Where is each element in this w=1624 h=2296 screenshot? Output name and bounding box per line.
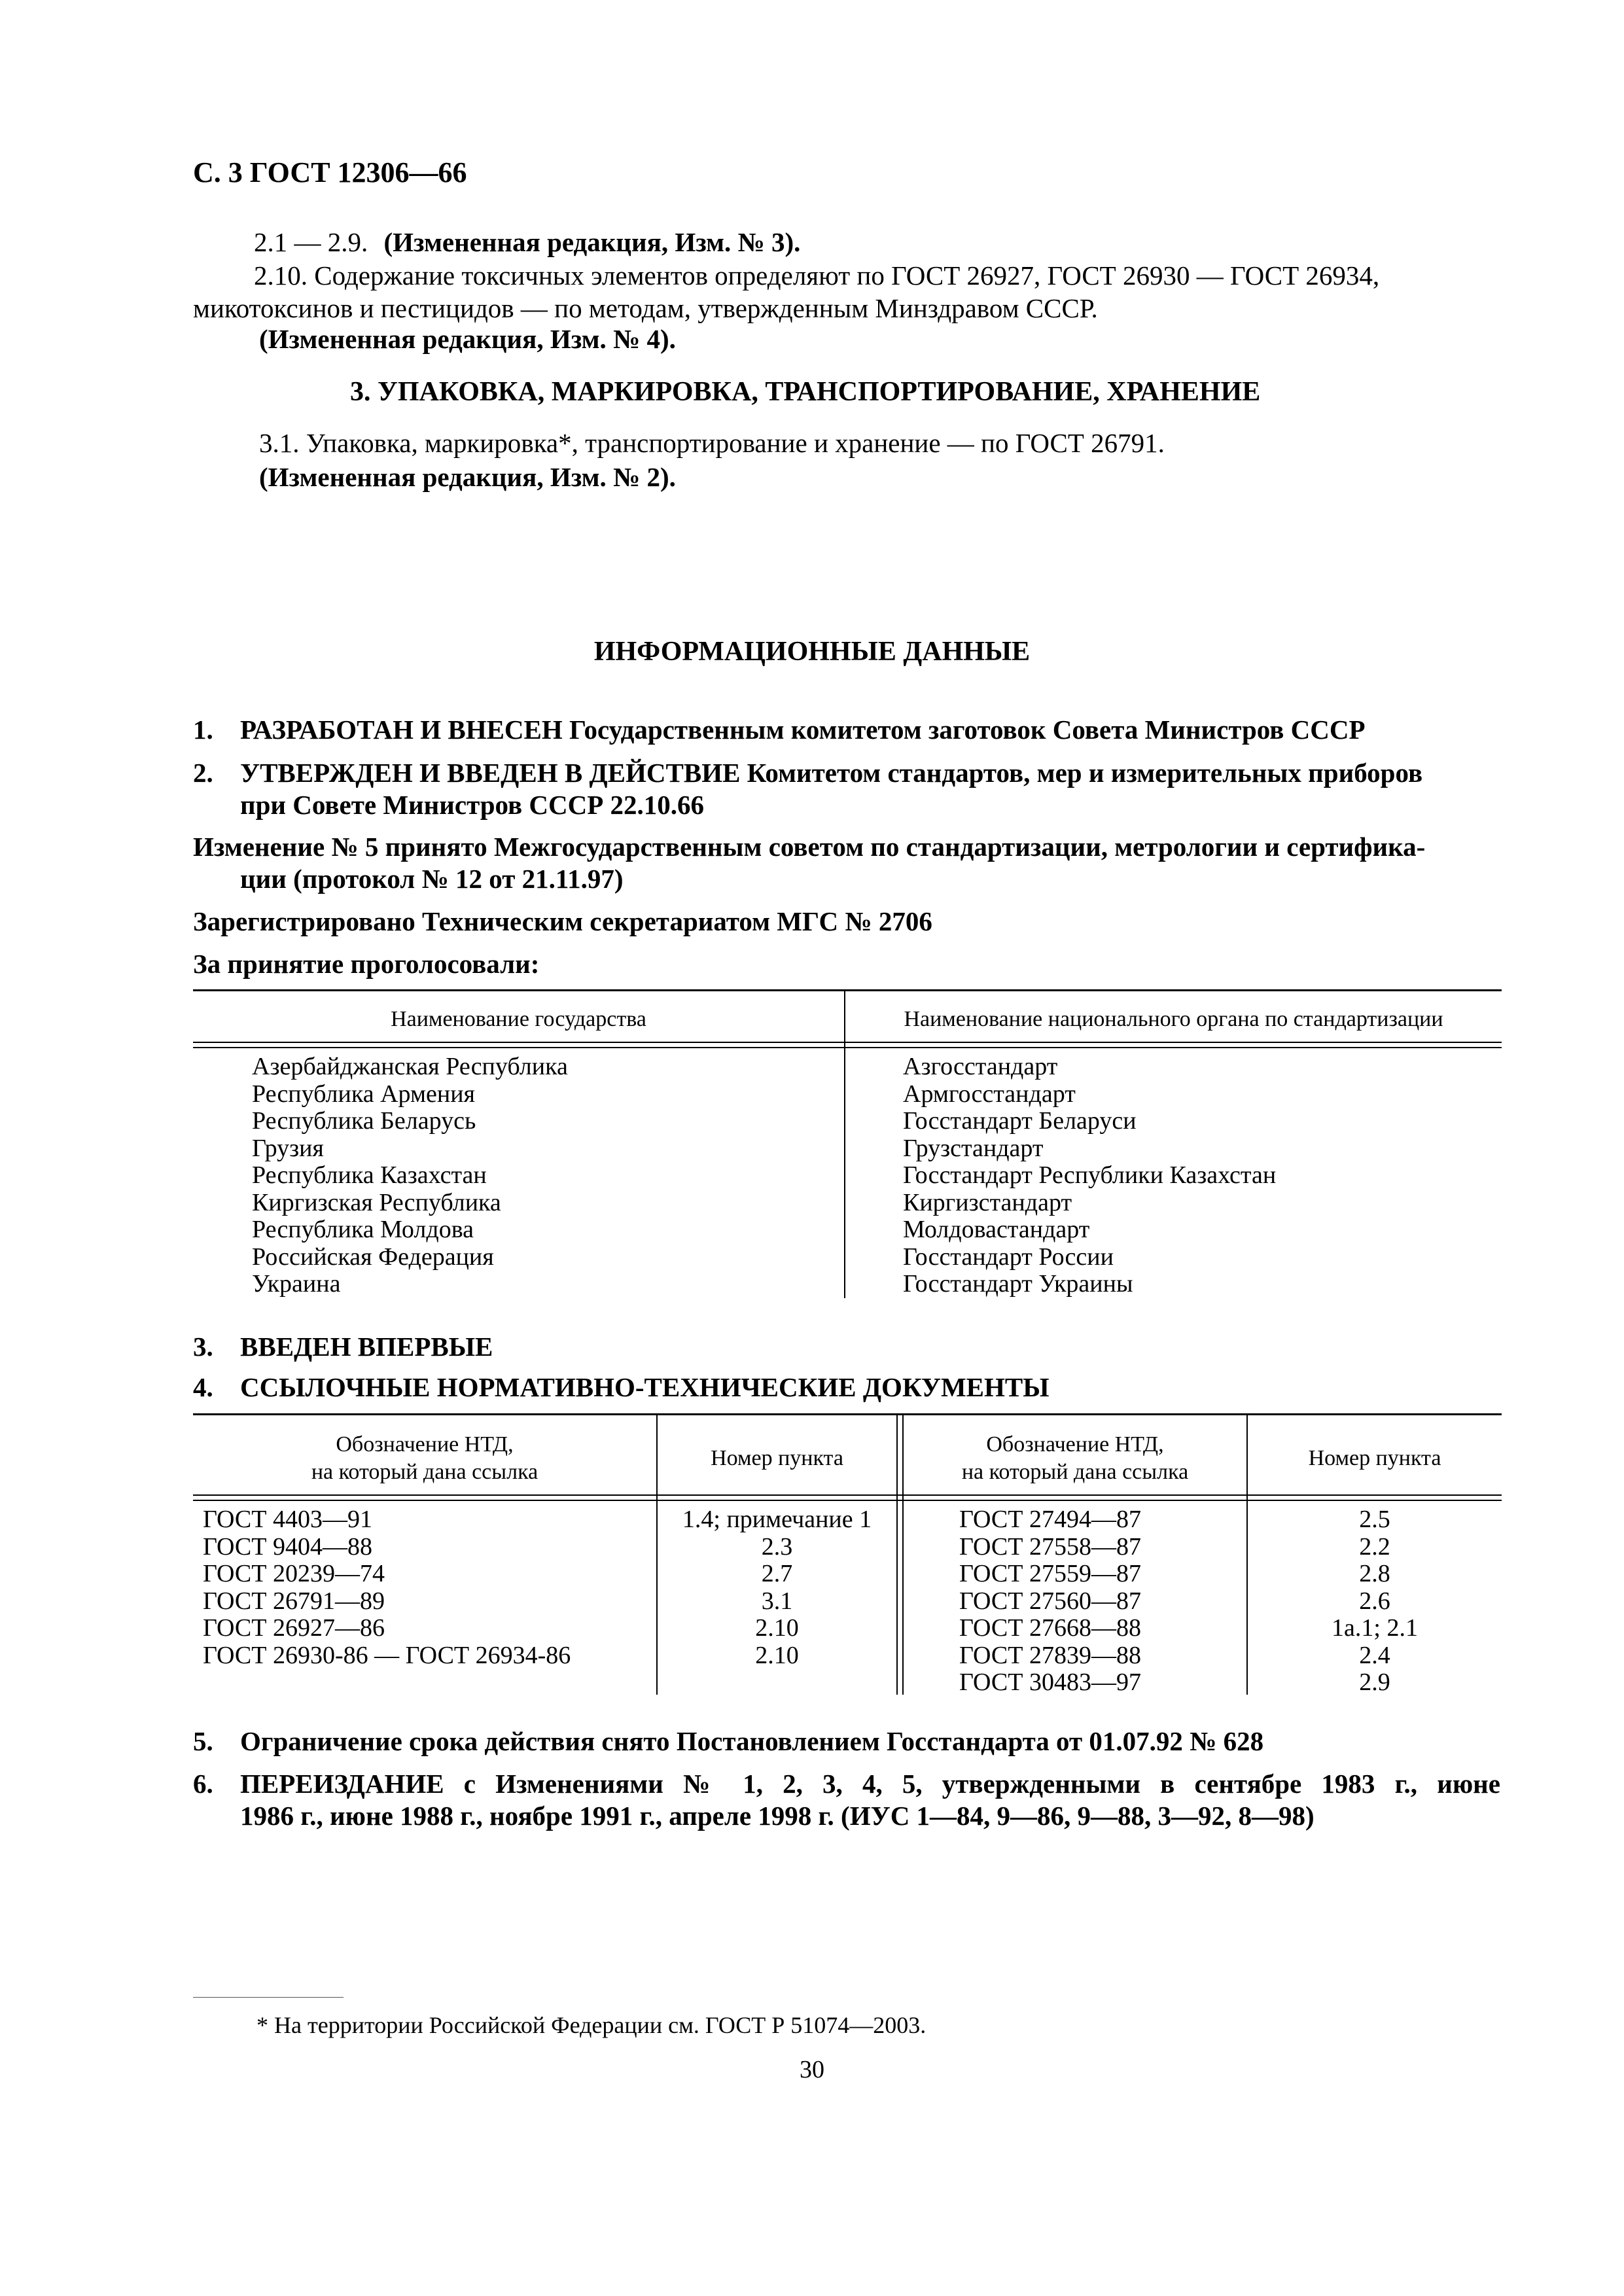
- table-cell: Азгосстандарт: [903, 1053, 1058, 1080]
- table-cell: Киргизстандарт: [903, 1188, 1072, 1216]
- change-note: (Измененная редакция, Изм. № 3).: [383, 227, 801, 257]
- table-cell: Республика Молдова: [252, 1216, 474, 1243]
- table-cell: ГОСТ 26930-86 — ГОСТ 26934-86: [203, 1641, 571, 1669]
- header-rule: [193, 1047, 1502, 1048]
- para-2-10-line2: микотоксинов и пестицидов — по методам, утвержденным Минздравом СССР.: [193, 293, 1098, 323]
- page-header: С. 3 ГОСТ 12306—66: [193, 156, 467, 188]
- table-cell: ГОСТ 27839—88: [959, 1641, 1141, 1669]
- header-line: на который дана ссылка: [961, 1460, 1189, 1484]
- table-cell: 2.10: [755, 1641, 799, 1669]
- info-title: ИНФОРМАЦИОННЫЕ ДАННЫЕ: [593, 637, 1031, 667]
- header-line: на который дана ссылка: [311, 1460, 538, 1484]
- header-rule: [193, 1494, 1502, 1496]
- item-number: 2.: [193, 758, 213, 788]
- table-cell: ГОСТ 30483—97: [959, 1669, 1141, 1696]
- col-header-state: Наименование государства: [391, 1007, 646, 1031]
- table-cell: ГОСТ 20239—74: [203, 1560, 385, 1587]
- table-cell: Госстандарт Беларуси: [903, 1107, 1137, 1135]
- info-item-6-cont: 1986 г., июне 1988 г., ноябре 1991 г., апреле 1998 г. (ИУС 1—84, 9—86, 9—88, 3—92, 8—98): [240, 1801, 1315, 1831]
- footnote: * На территории Российской Федерации см. ГОСТ Р 51074—2003.: [256, 2012, 927, 2038]
- table-cell: 1.4; примечание 1: [682, 1506, 872, 1533]
- item-text: УТВЕРЖДЕН И ВВЕДЕН В ДЕЙСТВИЕ Комитетом стандартов, мер и измерительных приборов: [240, 758, 1423, 788]
- table-cell: 2.6: [1359, 1587, 1390, 1615]
- column-divider-double: [896, 1413, 898, 1695]
- table-cell: 2.9: [1359, 1669, 1390, 1696]
- state-column: [252, 1053, 568, 1298]
- table-cell: Грузия: [252, 1134, 324, 1162]
- item-number: 6.: [193, 1769, 213, 1799]
- table-cell: Грузстандарт: [903, 1134, 1044, 1162]
- table-cell: ГОСТ 26791—89: [203, 1587, 385, 1615]
- para-2-1-prefix: 2.1 — 2.9.: [254, 227, 368, 257]
- info-item-5: [193, 1725, 1263, 1757]
- table-cell: Госстандарт Украины: [903, 1270, 1133, 1298]
- table-cell: 3.1: [761, 1587, 793, 1615]
- table-cell: Республика Армения: [252, 1080, 476, 1108]
- header-line: Обозначение НТД,: [986, 1432, 1164, 1457]
- para-2-10-line1: 2.10. Содержание токсичных элементов определяют по ГОСТ 26927, ГОСТ 26930 — ГОСТ 26934,: [254, 260, 1380, 291]
- table-cell: Республика Беларусь: [252, 1107, 476, 1135]
- table-cell: 2.8: [1359, 1560, 1390, 1587]
- page-number: 30: [800, 2056, 824, 2083]
- table-cell: ГОСТ 9404—88: [203, 1532, 372, 1561]
- change-5-line1: Изменение № 5 принято Межгосударственным советом по стандартизации, метрологии и сертифика-: [193, 832, 1426, 862]
- voted-label: За принятие проголосовали:: [193, 949, 540, 979]
- item-number: 1.: [193, 715, 213, 745]
- table-cell: Республика Казахстан: [252, 1161, 487, 1189]
- item-text: ССЫЛОЧНЫЕ НОРМАТИВНО-ТЕХНИЧЕСКИЕ ДОКУМЕНТЫ: [240, 1372, 1050, 1402]
- change-note: (Измененная редакция, Изм. № 4).: [259, 324, 676, 354]
- para-3-1: 3.1. Упаковка, маркировка*, транспортирование и хранение — по ГОСТ 26791.: [259, 428, 1165, 458]
- left-item-column: [658, 1506, 896, 1669]
- item-text: Ограничение срока действия снято Постановлением Госстандарта от 01.07.92 № 628: [240, 1726, 1264, 1756]
- table-cell: Российская Федерация: [252, 1243, 494, 1271]
- footnote-rule: [193, 1997, 344, 1998]
- info-item-3: [193, 1331, 493, 1363]
- left-doc-column: [203, 1506, 571, 1669]
- table-cell: Госстандарт Республики Казахстан: [903, 1161, 1277, 1189]
- table-cell: ГОСТ 4403—91: [203, 1506, 372, 1533]
- table-cell: Азербайджанская Республика: [252, 1053, 568, 1080]
- col-header-item: Номер пункта: [1308, 1446, 1441, 1470]
- table-cell: 2.5: [1359, 1506, 1390, 1533]
- col-header-doc: [904, 1431, 1246, 1486]
- table-cell: Армгосстандарт: [903, 1080, 1076, 1108]
- table-cell: ГОСТ 27559—87: [959, 1560, 1141, 1587]
- right-item-column: [1248, 1506, 1502, 1697]
- table-top-rule: [193, 1413, 1502, 1415]
- col-header-doc: [193, 1431, 656, 1486]
- table-cell: ГОСТ 27668—88: [959, 1614, 1141, 1642]
- table-cell: 1а.1; 2.1: [1332, 1614, 1418, 1642]
- registered-note: Зарегистрировано Техническим секретариатом МГС № 2706: [193, 906, 932, 936]
- table-cell: ГОСТ 27560—87: [959, 1587, 1141, 1615]
- col-header-item: Номер пункта: [711, 1446, 843, 1470]
- table-cell: 2.7: [761, 1560, 793, 1587]
- info-item-2-cont: при Совете Министров СССР 22.10.66: [240, 790, 705, 820]
- table-cell: 2.3: [761, 1532, 793, 1561]
- change-note: (Измененная редакция, Изм. № 2).: [259, 462, 676, 492]
- header-line: Обозначение НТД,: [336, 1432, 514, 1457]
- table-top-rule: [193, 989, 1502, 991]
- item-number: 5.: [193, 1726, 213, 1756]
- table-cell: 2.2: [1359, 1532, 1390, 1561]
- header-rule: [193, 1500, 1502, 1501]
- table-cell: Госстандарт России: [903, 1243, 1114, 1271]
- info-item-4: [193, 1371, 1050, 1404]
- org-column: [903, 1053, 1276, 1298]
- table-cell: Молдовастандарт: [903, 1216, 1090, 1243]
- section-3-title: 3. УПАКОВКА, МАРКИРОВКА, ТРАНСПОРТИРОВАНИЕ, ХРАНЕНИЕ: [350, 377, 1261, 407]
- right-doc-column: [959, 1506, 1141, 1697]
- table-cell: Украина: [252, 1270, 341, 1298]
- table-cell: ГОСТ 27494—87: [959, 1506, 1141, 1533]
- table-cell: ГОСТ 26927—86: [203, 1614, 385, 1642]
- table-cell: Киргизская Республика: [252, 1188, 501, 1216]
- table-cell: 2.10: [755, 1614, 799, 1642]
- item-text: ПЕРЕИЗДАНИЕ с Изменениями № 1, 2, 3, 4, 5, утвержденными в сентябре 1983 г., июне: [240, 1769, 1500, 1799]
- column-divider: [844, 989, 845, 1298]
- item-text: ВВЕДЕН ВПЕРВЫЕ: [240, 1332, 493, 1362]
- info-item-1: [193, 714, 1366, 746]
- table-cell: ГОСТ 27558—87: [959, 1532, 1141, 1561]
- para-2-1-2-9: [254, 226, 800, 258]
- info-item-2: [193, 757, 1422, 789]
- col-header-org: Наименование национального органа по стандартизации: [904, 1007, 1443, 1031]
- item-number: 3.: [193, 1332, 213, 1362]
- table-cell: 2.4: [1359, 1641, 1390, 1669]
- item-number: 4.: [193, 1372, 213, 1402]
- item-text: РАЗРАБОТАН И ВНЕСЕН Государственным комитетом заготовок Совета Министров СССР: [240, 715, 1366, 745]
- header-rule: [193, 1042, 1502, 1043]
- change-5-line2: ции (протокол № 12 от 21.11.97): [240, 864, 624, 894]
- info-item-6: [193, 1768, 1500, 1800]
